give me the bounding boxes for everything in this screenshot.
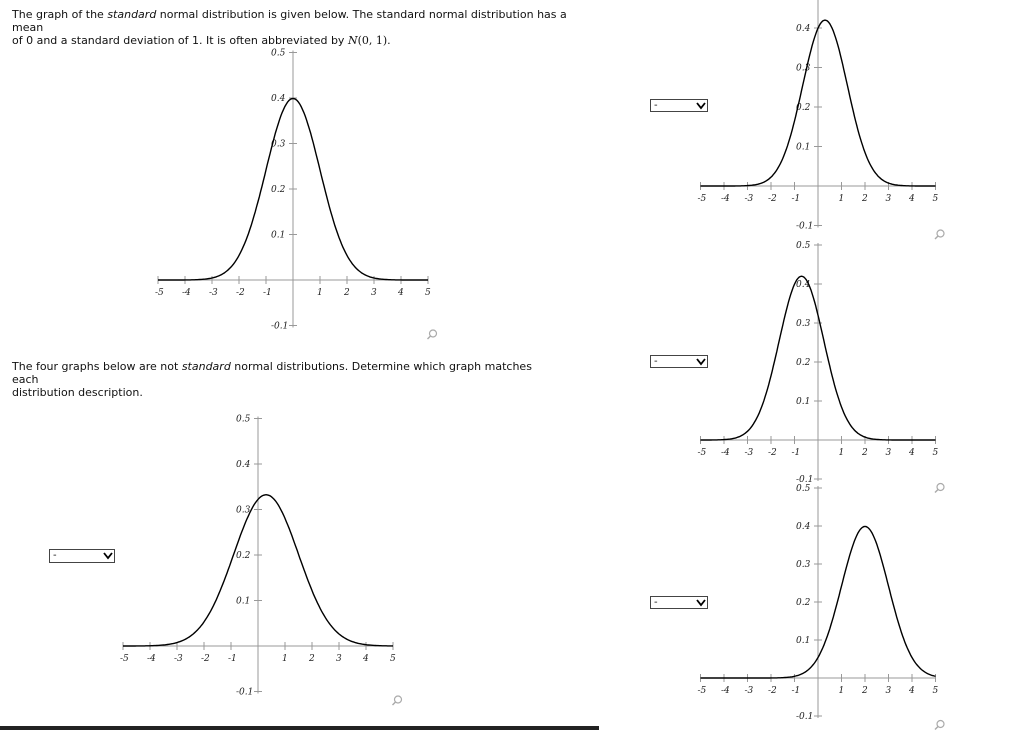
graph-c-select-value: - bbox=[654, 356, 658, 367]
x-tick-label: 4 bbox=[909, 448, 915, 458]
question-text-1a: The four graphs below are not bbox=[12, 360, 182, 373]
x-tick-label: -5 bbox=[697, 686, 707, 696]
x-tick-label: 5 bbox=[932, 686, 939, 696]
graph-standard bbox=[140, 40, 440, 340]
magnifier-icon[interactable] bbox=[935, 721, 944, 730]
y-tick-label: 0.1 bbox=[236, 596, 251, 607]
graph-a-select-value: - bbox=[53, 550, 57, 561]
graph-c-select[interactable] bbox=[650, 355, 708, 368]
x-tick-label: -4 bbox=[147, 654, 156, 664]
x-tick-label: -2 bbox=[768, 194, 777, 204]
x-tick-label: -1 bbox=[791, 448, 801, 458]
x-tick-label: 2 bbox=[862, 686, 868, 696]
x-tick-label: -1 bbox=[263, 288, 272, 298]
x-tick-label: 5 bbox=[932, 448, 939, 458]
x-tick-label: -3 bbox=[174, 654, 183, 664]
intro-text-1b: normal distribution is given below. The standard normal distribution has a mean bbox=[12, 8, 567, 34]
x-tick-label: -1 bbox=[791, 686, 801, 696]
x-tick-label: -5 bbox=[697, 194, 707, 204]
bottom-divider bbox=[0, 726, 599, 730]
question-text-2: distribution description. bbox=[12, 386, 143, 399]
x-tick-label: -2 bbox=[768, 448, 777, 458]
magnifier-icon[interactable] bbox=[393, 696, 402, 705]
x-tick-label: -4 bbox=[721, 194, 730, 204]
y-tick-label: 0.4 bbox=[796, 24, 811, 34]
x-tick-label: -3 bbox=[744, 194, 754, 204]
y-tick-label: 0.2 bbox=[271, 185, 286, 195]
y-tick-label: 0.4 bbox=[271, 94, 286, 104]
intro-emphasis: standard bbox=[107, 8, 157, 21]
x-tick-label: 3 bbox=[885, 686, 892, 696]
graph-b-select-value: - bbox=[654, 100, 658, 111]
y-tick-label: 0.5 bbox=[796, 484, 811, 494]
y-tick-label: 0.1 bbox=[271, 230, 286, 241]
x-tick-label: -4 bbox=[182, 288, 191, 298]
x-tick-label: -3 bbox=[744, 686, 754, 696]
x-tick-label: 5 bbox=[425, 288, 431, 298]
magnifier-icon[interactable] bbox=[428, 330, 437, 339]
y-tick-label: 0.2 bbox=[796, 598, 811, 608]
notation-args: (0, 1) bbox=[357, 34, 388, 47]
intro-text-end: . bbox=[387, 34, 391, 47]
graph-d-select-value: - bbox=[654, 597, 658, 608]
x-tick-label: 1 bbox=[317, 288, 323, 298]
x-tick-label: -5 bbox=[155, 288, 164, 298]
x-tick-label: -2 bbox=[201, 654, 210, 664]
chevron-down-icon bbox=[104, 551, 112, 559]
y-tick-label: 0.1 bbox=[796, 636, 811, 646]
x-tick-label: 4 bbox=[398, 288, 404, 298]
y-tick-label: -0.1 bbox=[796, 221, 814, 232]
x-tick-label: 3 bbox=[885, 448, 892, 458]
x-tick-label: -2 bbox=[236, 288, 245, 298]
y-tick-label: 0.5 bbox=[271, 48, 286, 59]
notation-n: N bbox=[347, 34, 358, 47]
x-tick-label: 3 bbox=[885, 194, 892, 204]
question-paragraph bbox=[12, 360, 552, 399]
y-tick-label: 0.5 bbox=[236, 414, 251, 425]
y-tick-label: 0.4 bbox=[796, 280, 811, 290]
intro-text-1a: The graph of the bbox=[12, 8, 108, 21]
x-tick-label: -4 bbox=[721, 448, 730, 458]
y-tick-label: -0.1 bbox=[796, 475, 814, 485]
y-tick-label: 0.2 bbox=[796, 103, 811, 113]
x-tick-label: 1 bbox=[838, 194, 845, 204]
y-tick-label: 0.5 bbox=[796, 241, 811, 251]
x-tick-label: 1 bbox=[838, 448, 845, 458]
x-tick-label: -3 bbox=[744, 448, 754, 458]
y-tick-label: 0.3 bbox=[236, 505, 251, 516]
y-tick-label: 0.3 bbox=[796, 319, 811, 329]
x-tick-label: -4 bbox=[721, 686, 730, 696]
x-tick-label: 4 bbox=[909, 686, 915, 696]
x-tick-label: 4 bbox=[909, 194, 915, 204]
x-tick-label: -5 bbox=[697, 448, 707, 458]
x-tick-label: -1 bbox=[791, 194, 801, 204]
x-tick-label: 5 bbox=[390, 654, 396, 664]
y-tick-label: 0.3 bbox=[271, 139, 286, 150]
x-tick-label: 2 bbox=[862, 194, 868, 204]
y-tick-label: -0.1 bbox=[236, 687, 254, 698]
intro-text-2: of 0 and a standard deviation of 1. It is often abbreviated by bbox=[12, 34, 348, 47]
y-tick-label: 0.1 bbox=[796, 142, 811, 153]
x-tick-label: 4 bbox=[363, 654, 369, 664]
y-tick-label: 0.1 bbox=[796, 397, 811, 407]
y-tick-label: -0.1 bbox=[796, 712, 814, 722]
question-emphasis: standard bbox=[181, 360, 231, 373]
y-tick-label: 0.3 bbox=[796, 63, 811, 74]
chevron-down-icon bbox=[697, 598, 705, 606]
x-tick-label: 2 bbox=[344, 288, 350, 298]
graph-b bbox=[697, 0, 970, 232]
y-tick-label: 0.4 bbox=[796, 522, 811, 532]
magnifier-icon[interactable] bbox=[935, 230, 944, 239]
x-tick-label: -3 bbox=[209, 288, 218, 298]
graph-c bbox=[697, 240, 970, 485]
y-tick-label: 0.2 bbox=[796, 358, 811, 368]
graph-a-select[interactable] bbox=[49, 549, 115, 563]
x-tick-label: -2 bbox=[768, 686, 777, 696]
chevron-down-icon bbox=[697, 357, 705, 365]
question-text-1b: normal distributions. Determine which graph matches each bbox=[12, 360, 532, 386]
x-tick-label: -5 bbox=[120, 654, 129, 664]
x-tick-label: 3 bbox=[336, 654, 342, 664]
y-tick-label: 0.3 bbox=[796, 560, 811, 570]
x-tick-label: 1 bbox=[838, 686, 845, 696]
chevron-down-icon bbox=[697, 101, 705, 109]
graph-a bbox=[110, 410, 410, 715]
x-tick-label: -1 bbox=[228, 654, 237, 664]
x-tick-label: 2 bbox=[862, 448, 868, 458]
x-tick-label: 5 bbox=[932, 194, 939, 204]
y-tick-label: 0.4 bbox=[236, 460, 251, 470]
y-tick-label: 0.2 bbox=[236, 551, 251, 561]
x-tick-label: 3 bbox=[371, 288, 377, 298]
graph-b-select[interactable] bbox=[650, 99, 708, 112]
graph-d bbox=[697, 482, 970, 727]
graph-d-select[interactable] bbox=[650, 596, 708, 609]
x-tick-label: 2 bbox=[309, 654, 315, 664]
x-tick-label: 1 bbox=[282, 654, 288, 664]
y-tick-label: -0.1 bbox=[271, 321, 289, 332]
